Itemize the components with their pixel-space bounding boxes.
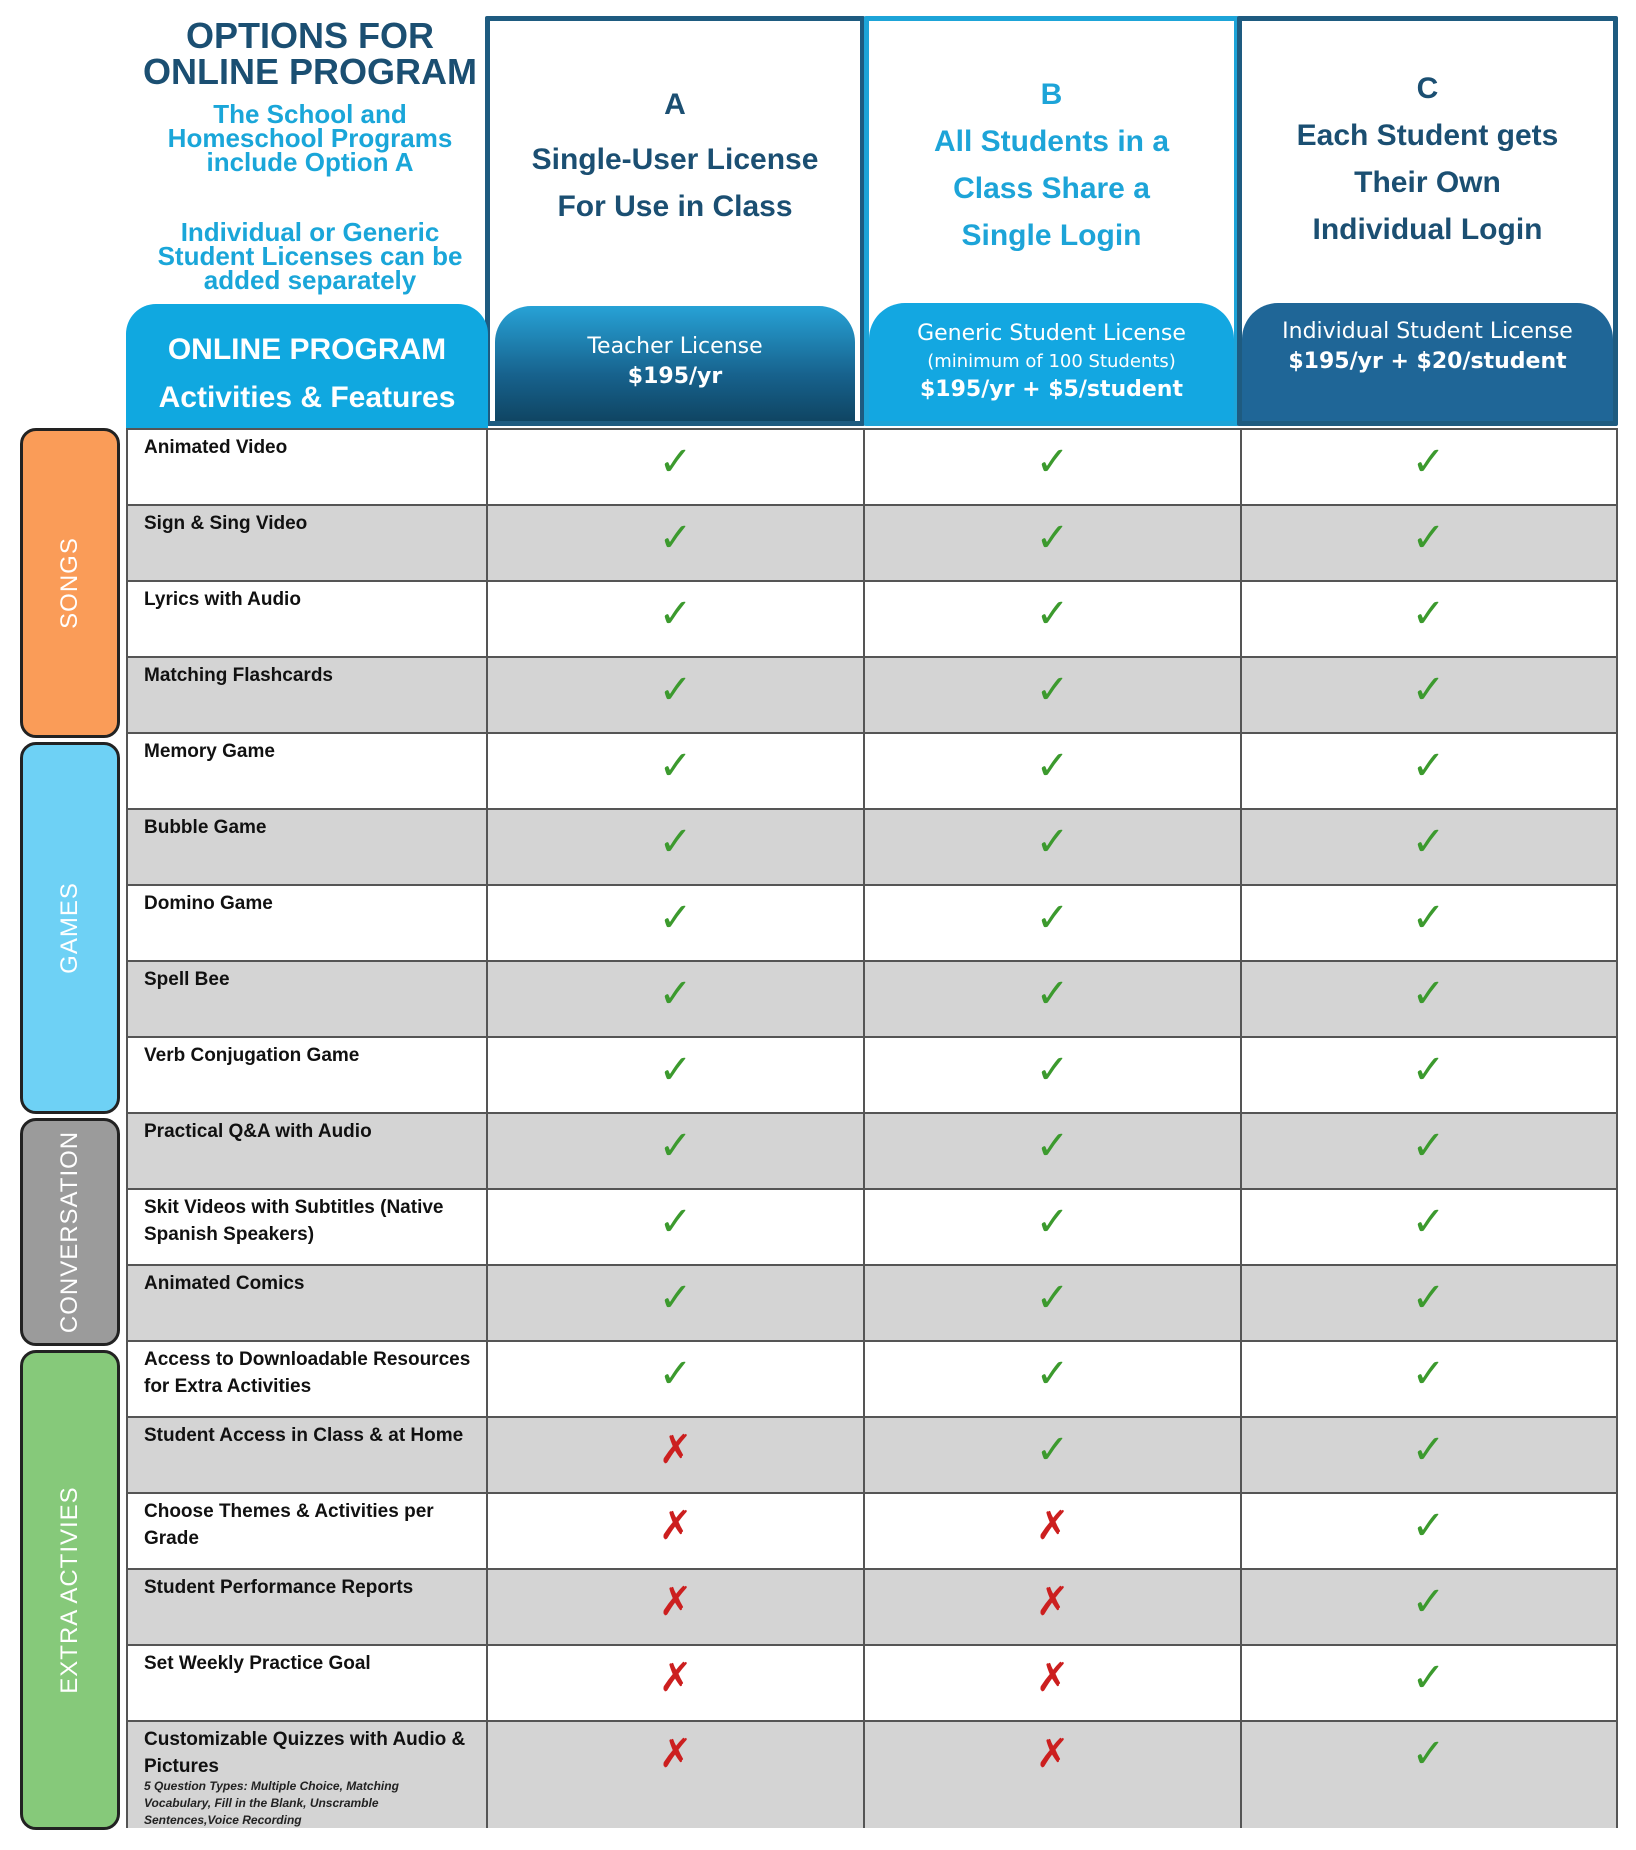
feature-name: Matching Flashcards [144,665,333,686]
category-games [20,742,120,1114]
check-icon: ✓ [658,895,693,941]
column-divider [863,1722,865,1828]
check-icon: ✓ [1411,1047,1446,1093]
table-row [128,886,1616,962]
option-a-letter: A [664,88,686,121]
option-b-line3: Single Login [961,219,1142,252]
feature-name: Skit Videos with Subtitles (Native Spanish Speakers) [144,1197,444,1245]
column-divider [863,1038,865,1112]
option-c-line1: Each Student gets [1296,119,1559,152]
feature-name: Bubble Game [144,817,267,838]
option-c-price: $195/yr + $20/student [1288,349,1567,374]
column-divider [863,1114,865,1188]
column-divider [1240,1190,1242,1264]
check-icon: ✓ [658,1047,693,1093]
check-icon: ✓ [658,1351,693,1397]
column-divider [486,1114,488,1188]
column-divider [1240,1342,1242,1416]
column-divider [486,1722,488,1828]
column-divider [1240,1038,1242,1112]
option-a-price: $195/yr [627,364,723,389]
feature-name: Access to Downloadable Resources for Extra Activities [144,1349,471,1397]
check-icon: ✓ [1411,743,1446,789]
column-divider [1240,506,1242,580]
check-icon: ✓ [658,1199,693,1245]
check-icon: ✓ [1035,743,1070,789]
check-icon: ✓ [1035,1427,1070,1473]
column-divider [1240,1418,1242,1492]
table-row [128,1570,1616,1646]
check-icon: ✓ [1411,1655,1446,1701]
column-divider [863,1570,865,1644]
check-icon: ✓ [1035,515,1070,561]
cross-icon: ✗ [1035,1731,1070,1777]
column-divider [486,1646,488,1720]
column-divider [863,506,865,580]
column-divider [863,1190,865,1264]
option-c-letter: C [1416,72,1439,105]
category-songs-label: SONGS [56,537,83,629]
feature-name: Animated Video [144,437,288,458]
column-divider [1240,1494,1242,1568]
check-icon: ✓ [1411,1123,1446,1169]
category-extra-activities-label: EXTRA ACTIVIES [56,1486,83,1694]
table-row [128,1342,1616,1418]
check-icon: ✓ [1411,819,1446,865]
check-icon: ✓ [1035,971,1070,1017]
check-icon: ✓ [658,819,693,865]
column-divider [1240,886,1242,960]
cross-icon: ✗ [1035,1579,1070,1625]
column-divider [1240,734,1242,808]
column-divider [863,810,865,884]
check-icon: ✓ [1035,1275,1070,1321]
check-icon: ✓ [1411,1275,1446,1321]
check-icon: ✓ [1035,1351,1070,1397]
table-row [128,1114,1616,1190]
column-divider [863,1646,865,1720]
column-divider [863,658,865,732]
option-c-license-name: Individual Student License [1282,319,1573,344]
column-divider [863,1418,865,1492]
table-row [128,582,1616,658]
table-row [128,1266,1616,1342]
cross-icon: ✗ [1035,1655,1070,1701]
check-icon: ✓ [1035,439,1070,485]
column-divider [486,582,488,656]
feature-name: Sign & Sing Video [144,513,308,534]
column-divider [863,430,865,504]
check-icon: ✓ [658,439,693,485]
table-row [128,734,1616,810]
check-icon: ✓ [658,1123,693,1169]
category-extra-activities [20,1350,120,1830]
check-icon: ✓ [658,1275,693,1321]
column-divider [1240,1114,1242,1188]
check-icon: ✓ [1035,591,1070,637]
cross-icon: ✗ [658,1655,693,1701]
feature-name: Student Access in Class & at Home [144,1425,464,1446]
column-divider [1240,582,1242,656]
option-b-letter: B [1040,78,1063,111]
table-row [128,658,1616,734]
option-b-license-note: (minimum of 100 Students) [927,351,1176,372]
features-header-line1: ONLINE PROGRAM [167,333,447,366]
check-icon: ✓ [1035,895,1070,941]
column-divider [1240,1570,1242,1644]
check-icon: ✓ [658,591,693,637]
cross-icon: ✗ [1035,1503,1070,1549]
category-conversation-label: CONVERSATION [56,1130,83,1334]
column-divider [486,734,488,808]
feature-name: Animated Comics [144,1273,305,1294]
check-icon: ✓ [658,515,693,561]
column-divider [863,582,865,656]
check-icon: ✓ [1411,515,1446,561]
column-divider [486,1342,488,1416]
option-c-line2: Their Own [1354,166,1501,199]
table-row [128,506,1616,582]
column-divider [1240,810,1242,884]
option-b-line1: All Students in a [933,125,1170,158]
feature-name: Memory Game [144,741,275,762]
check-icon: ✓ [1411,1351,1446,1397]
option-b-line2: Class Share a [953,172,1150,205]
check-icon: ✓ [1411,591,1446,637]
column-divider [486,1190,488,1264]
features-header-line2: Activities & Features [158,381,456,414]
feature-name: Choose Themes & Activities per Grade [144,1501,434,1549]
option-a-license-name: Teacher License [587,334,763,359]
table-row [128,1646,1616,1722]
check-icon: ✓ [1411,895,1446,941]
check-icon: ✓ [1035,667,1070,713]
column-divider [863,962,865,1036]
check-icon: ✓ [658,743,693,789]
feature-name: Verb Conjugation Game [144,1045,360,1066]
page-title: OPTIONS FOR ONLINE PROGRAM [142,15,477,92]
option-a-line2: For Use in Class [557,190,793,223]
check-icon: ✓ [1035,1199,1070,1245]
table-row [128,1722,1616,1828]
column-divider [1240,962,1242,1036]
column-divider [486,810,488,884]
column-divider [486,430,488,504]
cross-icon: ✗ [658,1503,693,1549]
category-games-label: GAMES [56,882,83,974]
cross-icon: ✗ [658,1731,693,1777]
check-icon: ✓ [1411,1503,1446,1549]
option-b-license-tab [869,303,1234,421]
option-b-price: $195/yr + $5/student [920,377,1183,402]
option-a-license-tab [495,306,855,421]
feature-name: Student Performance Reports [144,1577,414,1598]
column-divider [486,1038,488,1112]
option-a-header [485,16,865,426]
program-note: The School and Homeschool Programs include Option A [167,99,453,177]
check-icon: ✓ [1411,1579,1446,1625]
table-row [128,1418,1616,1494]
check-icon: ✓ [1035,1123,1070,1169]
option-b-header [864,16,1239,426]
option-c-header [1237,16,1618,426]
category-songs [20,428,120,738]
column-divider [1240,430,1242,504]
check-icon: ✓ [1411,1199,1446,1245]
column-divider [486,1494,488,1568]
column-divider [1240,1722,1242,1828]
feature-name: Spell Bee [144,969,230,990]
column-divider [1240,1266,1242,1340]
feature-name: Practical Q&A with Audio [144,1121,372,1142]
table-row [128,1494,1616,1570]
cross-icon: ✗ [658,1427,693,1473]
check-icon: ✓ [658,667,693,713]
check-icon: ✓ [1035,1047,1070,1093]
table-row [128,810,1616,886]
option-b-license-name: Generic Student License [917,321,1186,346]
column-divider [486,1266,488,1340]
column-divider [486,506,488,580]
table-row [128,430,1616,506]
column-divider [486,658,488,732]
column-divider [863,1494,865,1568]
option-c-line3: Individual Login [1312,213,1543,246]
column-divider [486,1570,488,1644]
cross-icon: ✗ [658,1579,693,1625]
column-divider [486,962,488,1036]
check-icon: ✓ [1411,1427,1446,1473]
feature-name: Set Weekly Practice Goal [144,1653,371,1674]
check-icon: ✓ [658,971,693,1017]
option-c-license-tab [1242,303,1613,421]
column-divider [863,1266,865,1340]
table-row [128,1190,1616,1266]
feature-name: Lyrics with Audio [144,589,301,610]
check-icon: ✓ [1035,819,1070,865]
column-divider [1240,1646,1242,1720]
column-divider [863,734,865,808]
check-icon: ✓ [1411,1731,1446,1777]
table-row [128,962,1616,1038]
column-divider [486,886,488,960]
column-divider [1240,658,1242,732]
column-divider [863,1342,865,1416]
option-a-line1: Single-User License [531,143,819,176]
check-icon: ✓ [1411,439,1446,485]
check-icon: ✓ [1411,971,1446,1017]
column-divider [486,1418,488,1492]
features-header-tab [126,304,488,428]
feature-name: Domino Game [144,893,273,914]
check-icon: ✓ [1411,667,1446,713]
license-note: Individual or Generic Student Licenses can be added separately [157,217,463,295]
feature-comparison-table [126,428,1618,1828]
table-row [128,1038,1616,1114]
category-conversation [20,1118,120,1346]
feature-note: 5 Question Types: Multiple Choice, Matching Vocabulary, Fill in the Blank, Unscramble Sentences,Voice Recording [144,1779,399,1827]
feature-name: Customizable Quizzes with Audio & Pictures [144,1729,466,1777]
column-divider [863,886,865,960]
